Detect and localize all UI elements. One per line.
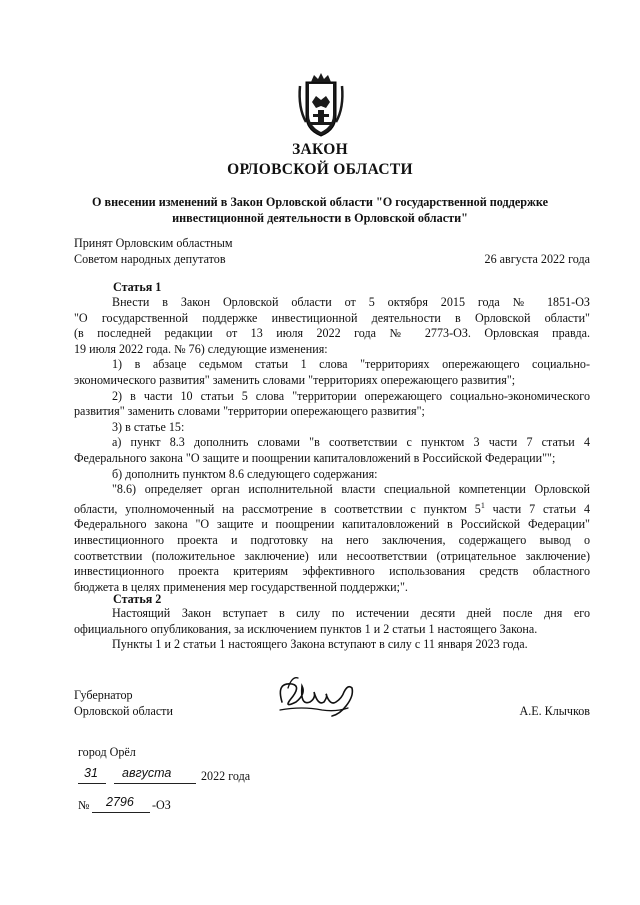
adoption-line: Принят Орловским областным (74, 236, 233, 250)
article-2-heading: Статья 2 (113, 592, 162, 606)
signing-date (78, 766, 278, 787)
text-line: инвестиционного проекта и подготовку на него заключения, содержащего вывод о (74, 532, 590, 547)
law-subject-line: инвестиционной деятельности в Орловской области" (172, 211, 468, 225)
text-line: (в последней редакции от 13 июля 2022 года № 2773-ОЗ. Орловская правда. (74, 326, 590, 341)
text-line: Федерального закона "О защите и поощрении капиталовложений в Российской Федерации""; (74, 450, 556, 465)
text-line: экономического развития" заменить словами "территориях опережающего развития"; (74, 372, 516, 387)
signatory-position (74, 688, 173, 719)
city: город Орёл (78, 745, 136, 759)
text-line: Настоящий Закон вступает в силу по истечении десяти дней после дня его (112, 606, 590, 620)
text-line: официального опубликования, за исключением пунктов 1 и 2 статьи 1 настоящего Закона. (74, 621, 538, 636)
signature-image (262, 672, 362, 724)
text-fragment: области, уполномоченный на рассмотрение в соответствии с пунктом 5 (74, 501, 481, 516)
text-line: Федерального закона "О защите и поощрении капиталовложений в Российской Федерации" (74, 517, 590, 532)
signatory-name: А.Е. Клычков (519, 704, 590, 718)
text-line: 19 июля 2022 года. № 76) следующие изменения: (74, 341, 328, 356)
text-line: Пункты 1 и 2 статьи 1 настоящего Закона вступают в силу с 11 января 2023 года. (112, 637, 528, 652)
article-1-heading: Статья 1 (113, 280, 162, 294)
text-line: "О государственной поддержке инвестиционной деятельности в Орловской области" (74, 310, 590, 325)
article-1-body (74, 295, 590, 595)
adoption-body (74, 236, 233, 267)
adoption-date: 26 августа 2022 года (484, 252, 590, 266)
text-line: бюджета в целях применения мер государственной поддержки;". (74, 579, 408, 594)
superscript: 1 (480, 500, 485, 510)
text-line: 2) в части 10 статьи 5 слова "территории опережающего социально-экономического (112, 388, 590, 403)
law-region: ОРЛОВСКОЙ ОБЛАСТИ (227, 161, 413, 178)
adoption-line: Советом народных депутатов (74, 251, 226, 266)
date-month: августа (122, 766, 172, 780)
text-line: 3) в статье 15: (112, 419, 185, 434)
law-subject (80, 194, 560, 226)
text-line: инвестиционного проекта критериям эффективного использования средств областного (74, 564, 590, 579)
text-line: а) пункт 8.3 дополнить словами "в соответствии с пунктом 3 части 7 статьи 4 (112, 435, 590, 450)
number-value: 2796 (106, 795, 134, 809)
coat-of-arms-icon (296, 72, 346, 138)
text-fragment: части 7 статьи 4 (484, 501, 591, 516)
position-line: Губернатор (74, 688, 133, 702)
text-line: Внести в Закон Орловской области от 5 октября 2015 года № 1851-ОЗ (112, 295, 590, 309)
text-line: соответствии (положительное заключение) или несоответствии (отрицательное заключение) (74, 548, 590, 563)
number-field (92, 795, 150, 813)
text-line: "8.6) определяет орган исполнительной власти специальной компетенции Орловской (112, 482, 590, 497)
position-line: Орловской области (74, 703, 173, 718)
text-line: 1) в абзаце седьмом статьи 1 слова "территориях опережающего социально- (112, 357, 590, 372)
date-day-field (78, 766, 106, 784)
text-line: развития" заменить словами "территории опережающего развития"; (74, 404, 425, 419)
article-2-body (74, 606, 590, 653)
date-day: 31 (84, 766, 98, 780)
law-number (78, 795, 278, 816)
text-line (74, 498, 590, 518)
law-title: ЗАКОН (292, 141, 348, 158)
number-suffix: -ОЗ (152, 798, 171, 812)
date-month-field (114, 766, 196, 784)
date-year: 2022 года (201, 769, 251, 783)
law-subject-line: О внесении изменений в Закон Орловской области "О государственной поддержке (91, 195, 549, 209)
text-line: б) дополнить пунктом 8.6 следующего содержания: (112, 466, 378, 481)
number-label: № (78, 798, 90, 812)
